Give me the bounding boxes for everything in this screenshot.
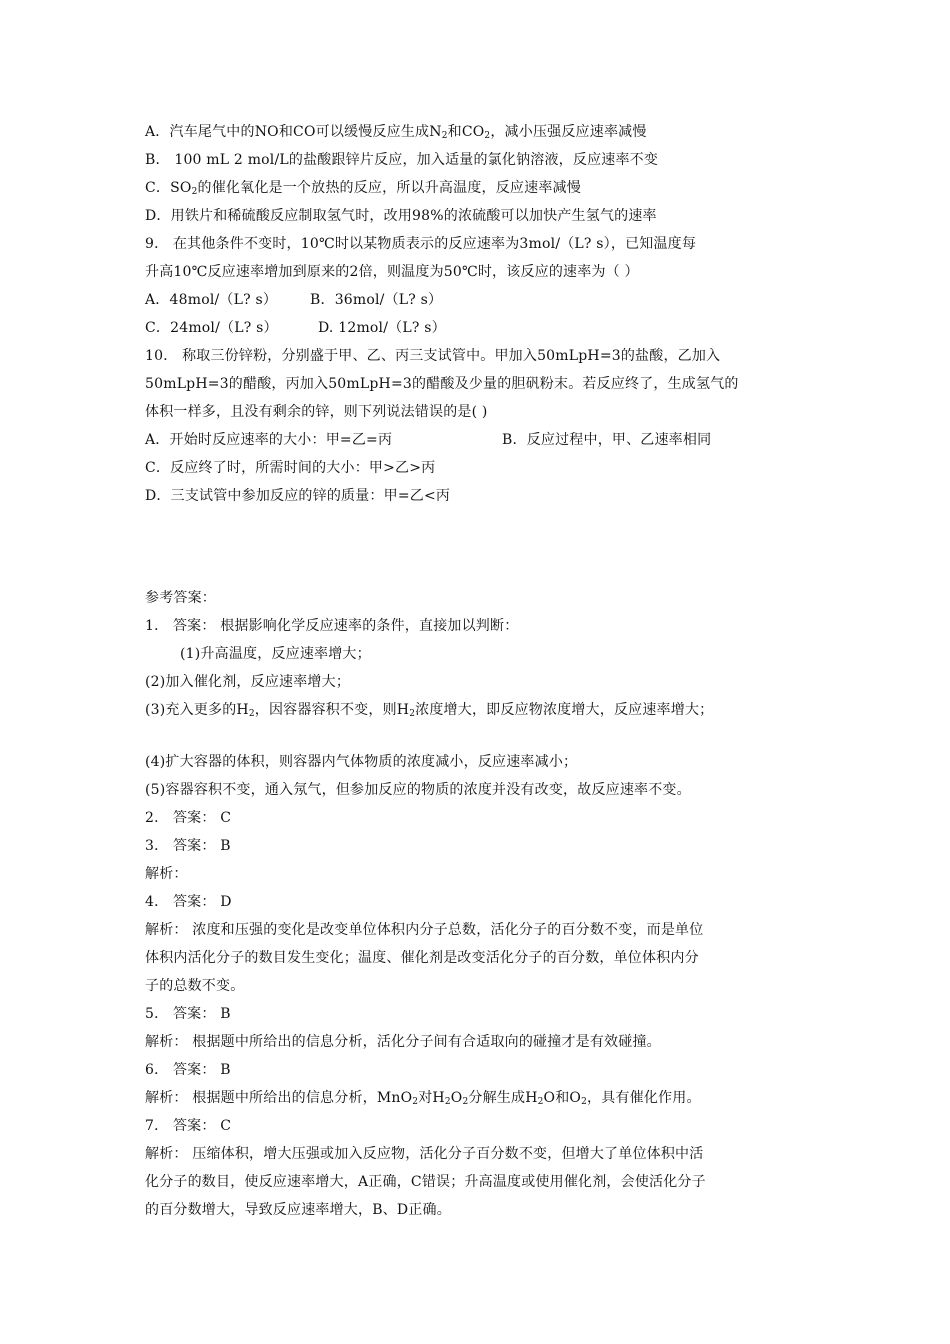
q8-option-a-text: 和CO bbox=[447, 124, 485, 140]
answer-6-analysis bbox=[145, 1084, 825, 1112]
answer-5: 5． 答案： B bbox=[145, 1006, 231, 1022]
q8-option-c bbox=[145, 174, 825, 202]
q9-stem-line-1: 9． 在其他条件不变时，10℃时以某物质表示的反应速率为3mol/（L? s），已知温度每 bbox=[145, 236, 697, 252]
q9-option-b: B．36mol/（L? s） bbox=[310, 292, 443, 308]
answer-4-analysis-line-1: 解析： 浓度和压强的变化是改变单位体积内分子总数，活化分子的百分数不变，而是单位 bbox=[145, 922, 704, 938]
answer-4-analysis-line-3: 子的总数不变。 bbox=[145, 978, 245, 994]
subscript: 2 bbox=[484, 131, 491, 141]
answer-1-item-4: (4)扩大容器的体积，则容器内气体物质的浓度减小，反应速率减小； bbox=[145, 754, 578, 770]
answer-1-item-3-text: (3)充入更多的H bbox=[145, 702, 249, 718]
answer-1-item-2: (2)加入催化剂，反应速率增大； bbox=[145, 674, 351, 690]
answer-1-item-3-text: ，因容器容积不变，则H bbox=[254, 702, 410, 718]
q10-stem-line-2: 50mLpH=3的醋酸，丙加入50mLpH=3的醋酸及少量的胆矾粉末。若反应终了，生成氢气的 bbox=[145, 376, 739, 392]
q10-options-row-1 bbox=[145, 426, 825, 454]
answer-6-analysis-text: O和O bbox=[543, 1090, 582, 1106]
q10-option-b: B．反应过程中，甲、乙速率相同 bbox=[502, 432, 712, 448]
answer-7-analysis-line-3: 的百分数增大，导致反应速率增大，B、D正确。 bbox=[145, 1202, 451, 1218]
answer-6-analysis-text: 对H bbox=[418, 1090, 445, 1106]
answer-6: 6． 答案： B bbox=[145, 1062, 231, 1078]
answer-3: 3． 答案： B bbox=[145, 838, 231, 854]
q10-option-c: C．反应终了时，所需时间的大小：甲>乙>丙 bbox=[145, 460, 436, 476]
q10-stem-line-1: 10． 称取三份锌粉，分别盛于甲、乙、丙三支试管中。甲加入50mLpH=3的盐酸，乙加入 bbox=[145, 348, 721, 364]
subscript: 2 bbox=[441, 131, 448, 141]
q9-option-d: D. 12mol/（L? s） bbox=[318, 320, 446, 336]
answer-7-analysis-line-1: 解析： 压缩体积，增大压强或加入反应物，活化分子百分数不变，但增大了单位体积中活 bbox=[145, 1146, 704, 1162]
q9-stem-line-2: 升高10℃反应速率增加到原来的2倍，则温度为50℃时，该反应的速率为（ ） bbox=[145, 264, 639, 280]
answer-7: 7． 答案： C bbox=[145, 1118, 232, 1134]
subscript: 2 bbox=[409, 709, 416, 719]
answer-6-analysis-text: O bbox=[450, 1090, 463, 1106]
answer-1-item-1: (1)升高温度，反应速率增大； bbox=[180, 646, 371, 662]
subscript: 2 bbox=[462, 1097, 469, 1107]
subscript: 2 bbox=[191, 187, 198, 197]
q8-option-c-text: C．SO bbox=[145, 180, 192, 196]
answer-7-analysis-line-2: 化分子的数目，使反应速率增大，A正确，C错误；升高温度或使用催化剂，会使活化分子 bbox=[145, 1174, 706, 1190]
answer-6-analysis-text: 解析： 根据题中所给出的信息分析，MnO bbox=[145, 1090, 413, 1106]
q9-option-c: C．24mol/（L? s） bbox=[145, 320, 278, 336]
q9-option-a: A．48mol/（L? s） bbox=[145, 292, 278, 308]
q8-option-d: D．用铁片和稀硫酸反应制取氢气时，改用98%的浓硫酸可以加快产生氢气的速率 bbox=[145, 208, 657, 224]
answer-6-analysis-text: ，具有催化作用。 bbox=[587, 1090, 701, 1106]
subscript: 2 bbox=[444, 1097, 451, 1107]
q8-option-a-text: ，减小压强反应速率减慢 bbox=[490, 124, 647, 140]
q9-options-row-2 bbox=[145, 314, 825, 342]
q9-options-row-1 bbox=[145, 286, 825, 314]
answer-3-analysis: 解析： bbox=[145, 866, 188, 882]
answer-6-analysis-text: 分解生成H bbox=[468, 1090, 538, 1106]
answer-4-analysis-line-2: 体积内活化分子的数目发生变化；温度、催化剂是改变活化分子的百分数，单位体积内分 bbox=[145, 950, 699, 966]
answers-heading: 参考答案： bbox=[145, 590, 216, 606]
subscript: 2 bbox=[248, 709, 255, 719]
answer-1-item-5: (5)容器容积不变，通入氖气，但参加反应的物质的浓度并没有改变，故反应速率不变。 bbox=[145, 782, 691, 798]
q8-option-a-text: A．汽车尾气中的NO和CO可以缓慢反应生成N bbox=[145, 124, 442, 140]
subscript: 2 bbox=[412, 1097, 419, 1107]
answer-1-item-3-text: 浓度增大，即反应物浓度增大，反应速率增大； bbox=[415, 702, 714, 718]
answer-4: 4． 答案： D bbox=[145, 894, 232, 910]
q10-option-d: D．三支试管中参加反应的锌的质量：甲=乙<丙 bbox=[145, 488, 451, 504]
q8-option-c-text: 的催化氧化是一个放热的反应，所以升高温度，反应速率减慢 bbox=[197, 180, 581, 196]
answer-1-item-3 bbox=[145, 696, 825, 724]
answer-5-analysis: 解析： 根据题中所给出的信息分析，活化分子间有合适取向的碰撞才是有效碰撞。 bbox=[145, 1034, 661, 1050]
q8-option-a bbox=[145, 118, 825, 146]
subscript: 2 bbox=[581, 1097, 588, 1107]
answer-1: 1． 答案： 根据影响化学反应速率的条件，直接加以判断： bbox=[145, 618, 519, 634]
q8-option-b: B． 100 mL 2 mol/L的盐酸跟锌片反应，加入适量的氯化钠溶液，反应速率不变 bbox=[145, 152, 659, 168]
subscript: 2 bbox=[537, 1097, 544, 1107]
q10-option-a: A．开始时反应速率的大小：甲=乙=丙 bbox=[145, 432, 393, 448]
q10-stem-line-3: 体积一样多，且没有剩余的锌，则下列说法错误的是( ) bbox=[145, 404, 488, 420]
answer-2: 2． 答案： C bbox=[145, 810, 232, 826]
